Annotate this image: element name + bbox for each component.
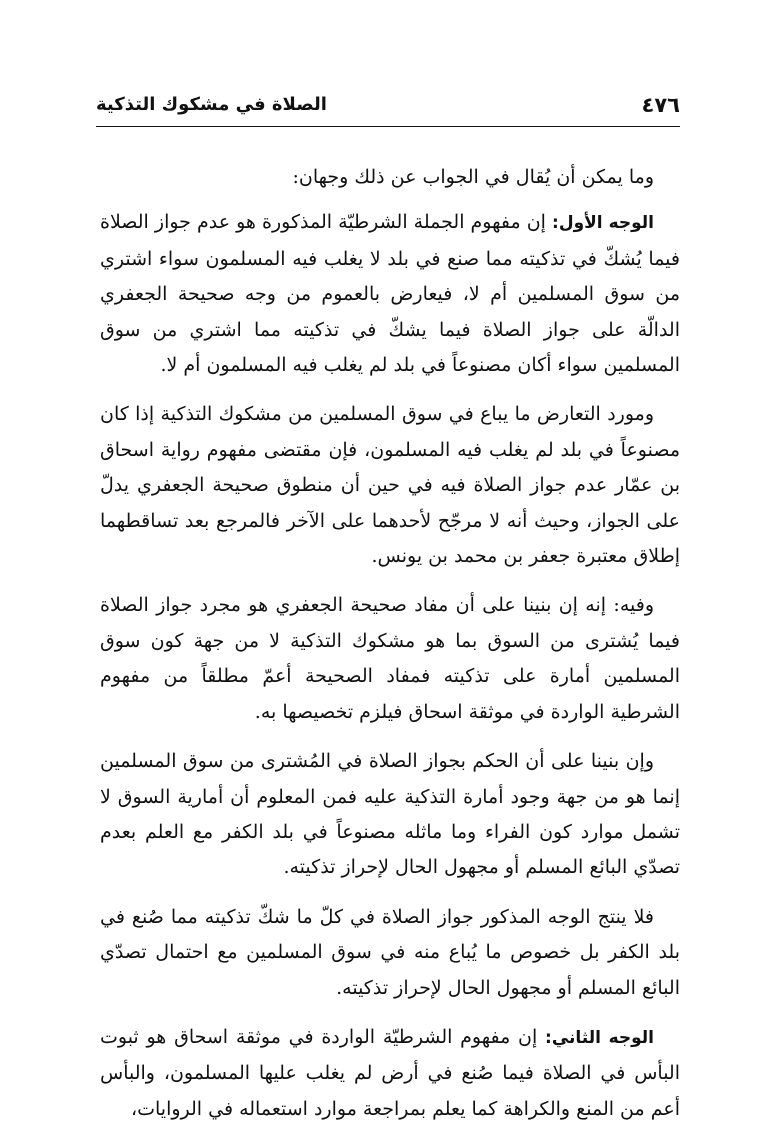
paragraph-first-aspect [100, 205, 680, 383]
paragraph-text: فلا ينتج الوجه المذكور جواز الصلاة في كلّ ما شكّ تذكيته مما صُنع في بلد الكفر بل خصوص ما يُباع منه في سوق المسلمين مع احتمال تصدّي البائع المسلم أو مجهول الحال لإحراز تذكيته. [100, 905, 680, 999]
paragraph-conflict [100, 397, 680, 574]
paragraph-response [100, 588, 680, 730]
paragraph-conclusion [100, 900, 680, 1006]
paragraph-second-aspect [100, 1020, 680, 1127]
running-title: الصلاة في مشكوك التذكية [96, 94, 327, 115]
paragraph-lead: الوجه الأول: [552, 213, 655, 234]
paragraph-market [100, 744, 680, 886]
page-header [96, 88, 680, 122]
body-text [100, 160, 680, 1141]
paragraph-text: إن مفهوم الشرطيّة الواردة في موثقة اسحاق هو ثبوت البأس في الصلاة فيما صُنع في أرض لم يغلب عليها المسلمون، والبأس أعم من المنع والكراهة كما يعلم بمراجعة موارد استعماله في الروايات، [100, 1025, 680, 1120]
paragraph-text: وما يمكن أن يُقال في الجواب عن ذلك وجهان: [292, 166, 654, 188]
paragraph-lead: الوجه الثاني: [545, 1027, 654, 1048]
paragraph-text: إن مفهوم الجملة الشرطيّة المذكورة هو عدم جواز الصلاة فيما يُشكّ في تذكيته مما صنع في بلد لا يغلب فيه المسلمون سواء اشتري من سوق المسلمين أم لا، فيعارض بالعموم من وجه صحيحة الجعفري الدالّة على جواز الصلاة فيما يشكّ في تذكيته مما اشتري من سوق المسلمين سواء أكان مصنوعاً في بلد لم يغلب فيه المسلمون أم لا. [100, 211, 680, 377]
header-rule [96, 126, 680, 127]
paragraph-text: وإن بنينا على أن الحكم بجواز الصلاة في المُشترى من سوق المسلمين إنما هو من جهة وجود أمارة التذكية عليه فمن المعلوم أن أمارية السوق لا تشمل موارد كون الفراء وما ماثله مصنوعاً في بلد الكفر مع العلم بعدم تصدّي البائع المسلم أو مجهول الحال لإحراز تذكيته. [100, 750, 680, 879]
paragraph-text: ومورد التعارض ما يباع في سوق المسلمين من مشكوك التذكية إذا كان مصنوعاً في بلد لم يغلب فيه المسلمون، فإن مقتضى مفهوم رواية اسحاق بن عمّار عدم جواز الصلاة فيه في حين أن منطوق صحيحة الجعفري يدلّ على الجواز، وحيث أنه لا مرجّح لأحدهما على الآخر فالمرجع بعد تساقطهما إطلاق معتبرة جعفر بن محمد بن يونس. [100, 403, 680, 568]
paragraph-intro [100, 160, 680, 195]
paragraph-text: وفيه: إنه إن بنينا على أن مفاد صحيحة الجعفري هو مجرد جواز الصلاة فيما يُشترى من السوق بما هو مشكوك التذكية لا من جهة كون سوق المسلمين أمارة على تذكيته فمفاد الصحيحة أعمّ مطلقاً من مفهوم الشرطية الواردة في موثقة اسحاق فيلزم تخصيصها به. [100, 594, 680, 723]
page-number: ٤٧٦ [641, 93, 680, 117]
